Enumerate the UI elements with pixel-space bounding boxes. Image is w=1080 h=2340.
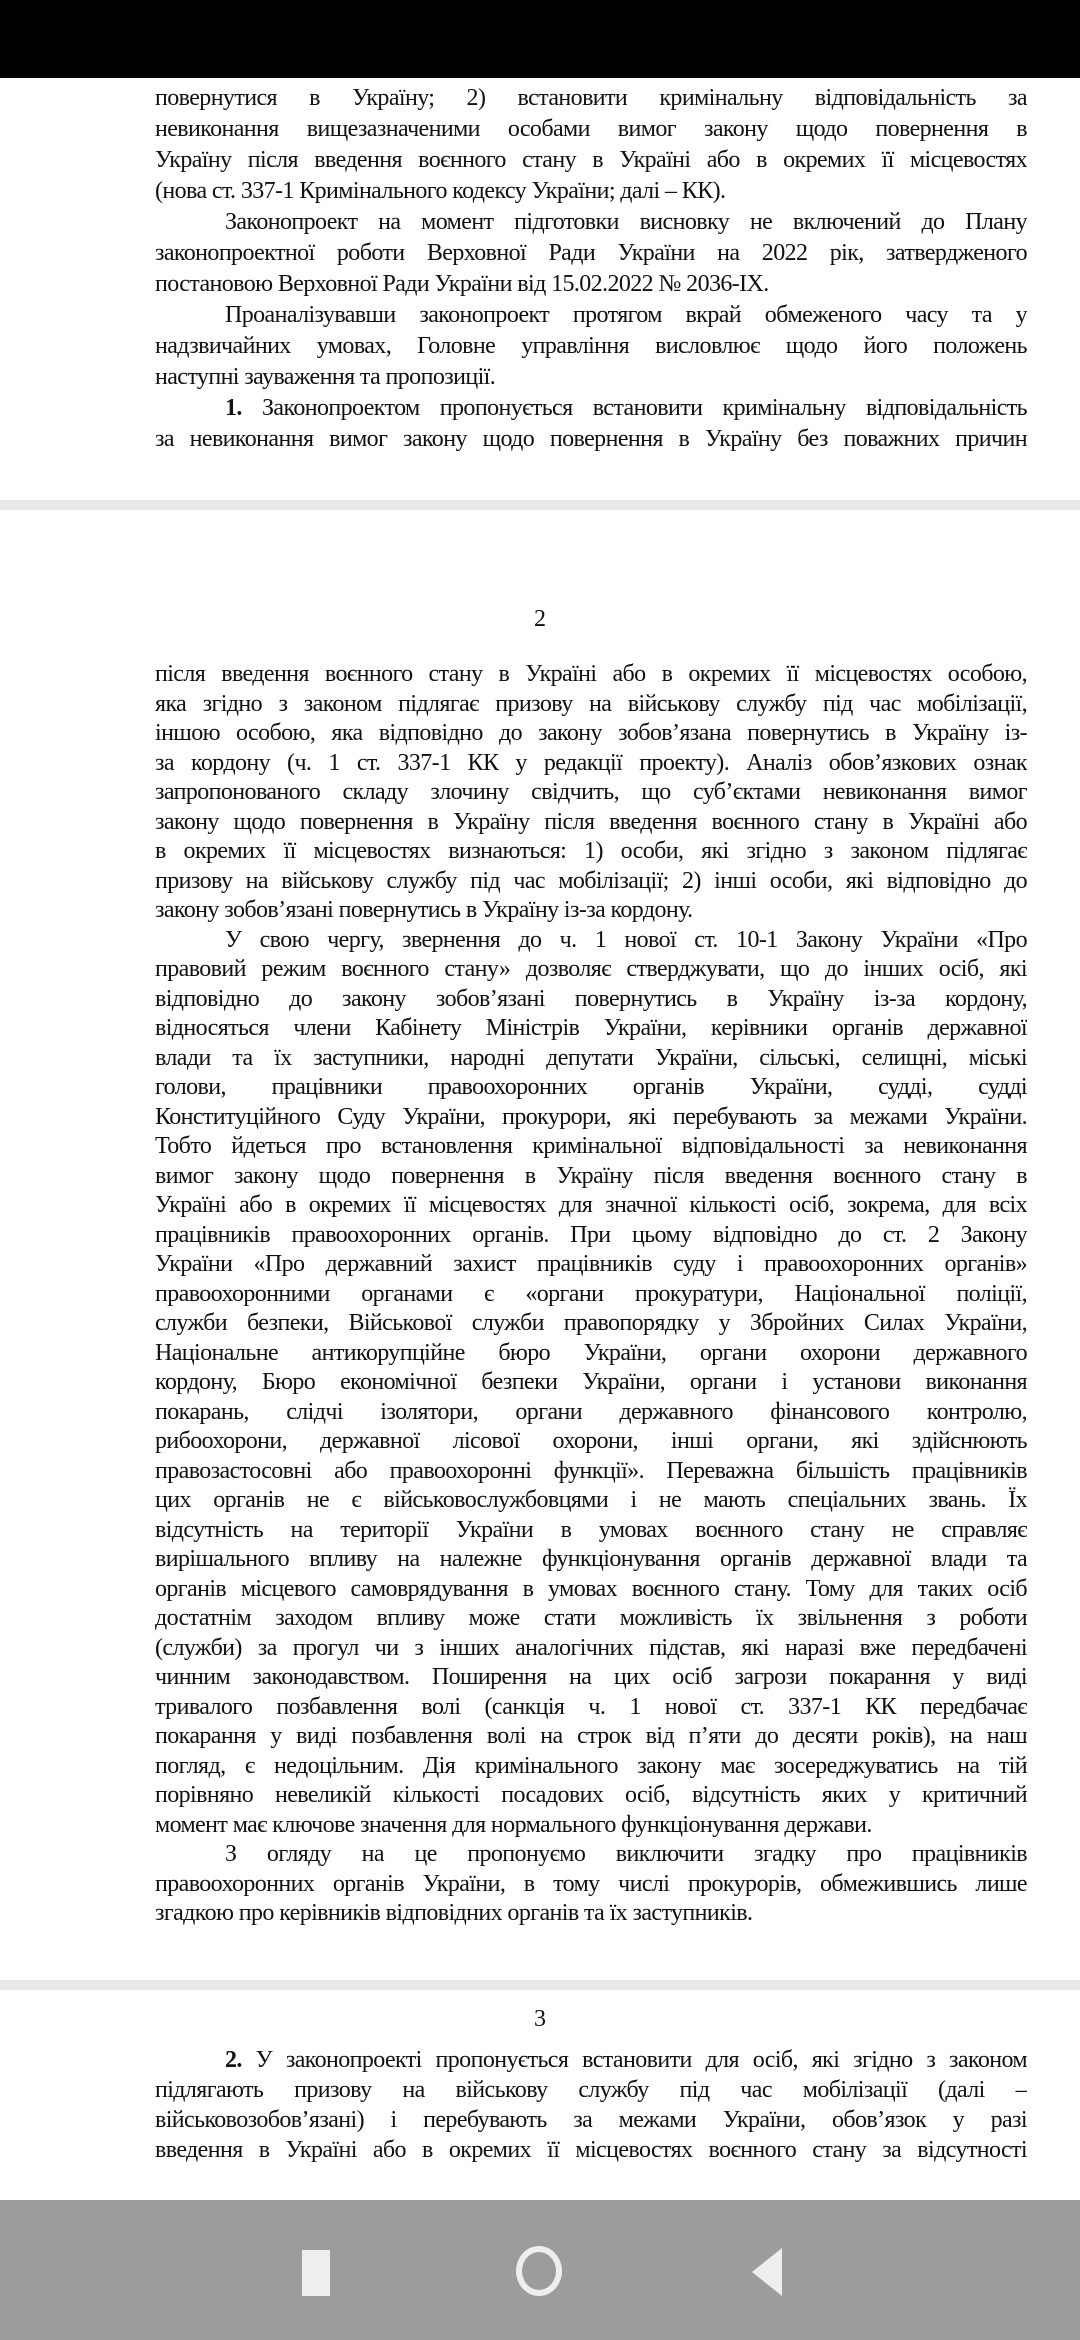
text-line: [155, 1309, 1027, 1338]
line-text: цих органів не є військовослужбовцями і не мають спеціальних звань. Їх: [155, 1487, 1027, 1513]
line-text: в окремих її місцевостях визнаються: 1) особи, які згідно з законом підлягає: [155, 838, 1027, 864]
text-line: [155, 146, 1027, 175]
text-line: [155, 1132, 1027, 1161]
line-text: постановою Верховної Ради України від 15.02.2022 № 2036-IX.: [155, 271, 769, 297]
line-text: підлягають призову на військову службу під час мобілізації (далі –: [155, 2077, 1027, 2103]
text-line: [155, 1752, 1027, 1781]
line-text: вимог закону щодо повернення в Україну після введення воєнного стану в: [155, 1163, 1027, 1189]
text-line: [155, 115, 1027, 144]
line-text: чинним законодавством. Поширення на цих осіб загрози покарання у виді: [155, 1664, 1027, 1690]
text-line: [155, 177, 1027, 206]
text-line: [155, 332, 1027, 361]
line-text: погляд, є недоцільним. Дія кримінального закону має зосереджуватись на тій: [155, 1753, 1027, 1779]
text-line: [155, 84, 1027, 113]
text-line: [155, 1368, 1027, 1397]
text-line: [155, 1073, 1027, 1102]
line-text: Конституційного Суду України, прокурори, які перебувають за межами України.: [155, 1104, 1027, 1130]
text-line: [155, 955, 1027, 984]
text-line: [155, 1280, 1027, 1309]
item-number: 1.: [225, 395, 242, 421]
text-line: [155, 1545, 1027, 1574]
line-text: закону зобов’язані повернутись в Україну із-за кордону.: [155, 897, 693, 923]
text-line: [155, 2136, 1027, 2165]
line-text: голови, працівники правоохоронних органів України, судді, судді: [155, 1074, 1027, 1100]
text-line: [155, 1722, 1027, 1751]
line-text: порівняно невеликій кількості посадових осіб, відсутність яких у критичний: [155, 1782, 1027, 1808]
line-text: закону щодо повернення в Україну після введення воєнного стану в Україні або: [155, 809, 1027, 835]
text-line: [155, 690, 1027, 719]
text-line: [155, 985, 1027, 1014]
line-text: відносяться члени Кабінету Міністрів України, керівники органів державної: [155, 1015, 1027, 1041]
text-line: [155, 1339, 1027, 1368]
text-line: [155, 1398, 1027, 1427]
text-line: [155, 660, 1027, 689]
text-line: [155, 749, 1027, 778]
line-text: запропонованого складу злочину свідчить, що суб’єктами невиконання вимог: [155, 779, 1027, 805]
text-line: [155, 2076, 1027, 2105]
line-text: згадкою про керівників відповідних органів та їх заступників.: [155, 1900, 753, 1926]
navigation-bar: [0, 2200, 1080, 2340]
line-text: правоохоронних органів України, в тому числі прокурорів, обмежившись лише: [155, 1871, 1027, 1897]
line-text: момент має ключове значення для нормального функціонування держави.: [155, 1812, 872, 1838]
text-line: [155, 1457, 1027, 1486]
text-line: [155, 896, 1027, 925]
line-text: повернутися в Україну; 2) встановити кримінальну відповідальність за: [155, 85, 1027, 111]
line-text: яка згідно з законом підлягає призову на військову службу під час мобілізації,: [155, 691, 1027, 717]
line-text: рибоохорони, державної лісової охорони, інші органи, які здійснюють: [155, 1428, 1027, 1454]
line-text: за невиконання вимог закону щодо повернення в Україну без поважних причин: [155, 426, 1027, 452]
text-line: [155, 1250, 1027, 1279]
status-bar: [0, 0, 1080, 78]
back-triangle-icon[interactable]: [752, 2248, 782, 2296]
line-text: введення в Україні або в окремих її місцевостях воєнного стану за відсутності: [155, 2137, 1027, 2163]
line-text: надзвичайних умовах, Головне управління висловлює щодо його положень: [155, 333, 1027, 359]
line-text: кордону, Бюро економічної безпеки України, органи і установи виконання: [155, 1369, 1027, 1395]
text-line: [155, 1427, 1027, 1456]
line-text: правовий режим воєнного стану» дозволяє стверджувати, що до інших осіб, які: [155, 956, 1027, 982]
page-number: 2: [534, 606, 546, 632]
line-text: З огляду на це пропонуємо виключити згадку про працівників: [225, 1841, 1027, 1867]
text-line: [155, 1575, 1027, 1604]
line-text: іншою особою, яка відповідно до закону зобов’язана повернутись в Україну із-: [155, 720, 1027, 746]
line-text: достатнім заходом впливу може стати можливість їх звільнення з роботи: [155, 1605, 1027, 1631]
text-line: [155, 719, 1027, 748]
text-line: [155, 1044, 1027, 1073]
line-text: покарань, слідчі ізолятори, органи державного фінансового контролю,: [155, 1399, 1027, 1425]
line-text: органів місцевого самоврядування в умовах воєнного стану. Тому для таких осіб: [155, 1576, 1027, 1602]
text-line: [155, 1840, 1027, 1869]
line-text: правоохоронними органами є «органи прокуратури, Національної поліції,: [155, 1281, 1027, 1307]
text-line: [155, 301, 1027, 330]
line-text: Тобто йдеться про встановлення кримінальної відповідальності за невиконання: [155, 1133, 1027, 1159]
text-line: [155, 926, 1027, 955]
text-line: [155, 1693, 1027, 1722]
text-line: [155, 1516, 1027, 1545]
text-line: [155, 394, 1027, 423]
line-text: служби безпеки, Військової служби правопорядку у Збройних Силах України,: [155, 1310, 1027, 1336]
line-text: (служби) за прогул чи з інших аналогічних підстав, які наразі вже передбачені: [155, 1635, 1027, 1661]
line-text: Національне антикорупційне бюро України, органи охорони державного: [155, 1340, 1027, 1366]
text-line: [155, 867, 1027, 896]
text-line: [155, 1781, 1027, 1810]
item-number: 2.: [225, 2047, 242, 2073]
line-text: невиконання вищезазначеними особами вимог закону щодо повернення в: [155, 116, 1027, 142]
text-line: [155, 1634, 1027, 1663]
line-text: працівників правоохоронних органів. При цьому відповідно до ст. 2 Закону: [155, 1222, 1027, 1248]
line-text: після введення воєнного стану в Україні або в окремих її місцевостях особою,: [155, 661, 1027, 687]
line-text: призову на військову службу під час мобілізації; 2) інші особи, які відповідно до: [155, 868, 1027, 894]
line-text: У свою чергу, звернення до ч. 1 нової ст. 10-1 Закону України «Про: [225, 927, 1027, 953]
text-line: [155, 1604, 1027, 1633]
line-text: Законопроектом пропонується встановити кримінальну відповідальність: [241, 395, 1027, 421]
text-line: [155, 363, 1027, 392]
text-line: [155, 239, 1027, 268]
text-line: [155, 1663, 1027, 1692]
text-line: [155, 1221, 1027, 1250]
line-text: тривалого позбавлення волі (санкція ч. 1 нової ст. 337-1 КК передбачає: [155, 1694, 1027, 1720]
line-text: Проаналізувавши законопроект протягом вкрай обмеженого часу та у: [225, 302, 1027, 328]
text-line: [155, 1103, 1027, 1132]
text-line: [155, 837, 1027, 866]
text-line: [155, 1899, 1027, 1928]
line-text: правозастосовні або правоохоронні функції». Переважна більшість працівників: [155, 1458, 1027, 1484]
text-line: [155, 1162, 1027, 1191]
document-page-2: [0, 510, 1080, 1980]
text-line: [155, 808, 1027, 837]
line-text: Україну після введення воєнного стану в Україні або в окремих її місцевостях: [155, 147, 1027, 173]
text-line: [155, 270, 1027, 299]
recents-square-icon[interactable]: [302, 2250, 330, 2296]
text-line: [155, 1014, 1027, 1043]
line-text: відповідно до закону зобов’язані повернутись в Україну із-за кордону,: [155, 986, 1027, 1012]
line-text: наступні зауваження та пропозиції.: [155, 364, 496, 390]
line-text: Законопроект на момент підготовки висновку не включений до Плану: [225, 209, 1027, 235]
home-circle-icon[interactable]: [516, 2246, 562, 2296]
page-number: 3: [534, 2006, 546, 2032]
line-text: військовозобов’язані) і перебувають за межами України, обов’язок у разі: [155, 2107, 1027, 2133]
text-line: [155, 1486, 1027, 1515]
text-line: [155, 778, 1027, 807]
line-text: за кордону (ч. 1 ст. 337-1 КК у редакції проекту). Аналіз обов’язкових ознак: [155, 750, 1027, 776]
text-line: [155, 2046, 1027, 2075]
text-line: [155, 2106, 1027, 2135]
line-text: покарання у виді позбавлення волі на строк від п’яти до десяти років), на наш: [155, 1723, 1027, 1749]
text-line: [155, 208, 1027, 237]
line-text: влади та їх заступники, народні депутати України, сільські, селищні, міські: [155, 1045, 1027, 1071]
line-text: відсутність на території України в умовах воєнного стану не справляє: [155, 1517, 1027, 1543]
text-line: [155, 1870, 1027, 1899]
text-line: [155, 1191, 1027, 1220]
line-text: У законопроекті пропонується встановити для осіб, які згідно з законом: [241, 2047, 1027, 2073]
line-text: законопроектної роботи Верховної Ради України на 2022 рік, затвердженого: [155, 240, 1027, 266]
line-text: України «Про державний захист працівників суду і правоохоронних органів»: [155, 1251, 1027, 1277]
line-text: вирішального впливу на належне функціонування органів державної влади та: [155, 1546, 1027, 1572]
text-line: [155, 1811, 1027, 1840]
line-text: Україні або в окремих її місцевостях для значної кількості осіб, зокрема, для всіх: [155, 1192, 1027, 1218]
text-line: [155, 425, 1027, 454]
line-text: (нова ст. 337-1 Кримінального кодексу України; далі – КК).: [155, 178, 726, 204]
